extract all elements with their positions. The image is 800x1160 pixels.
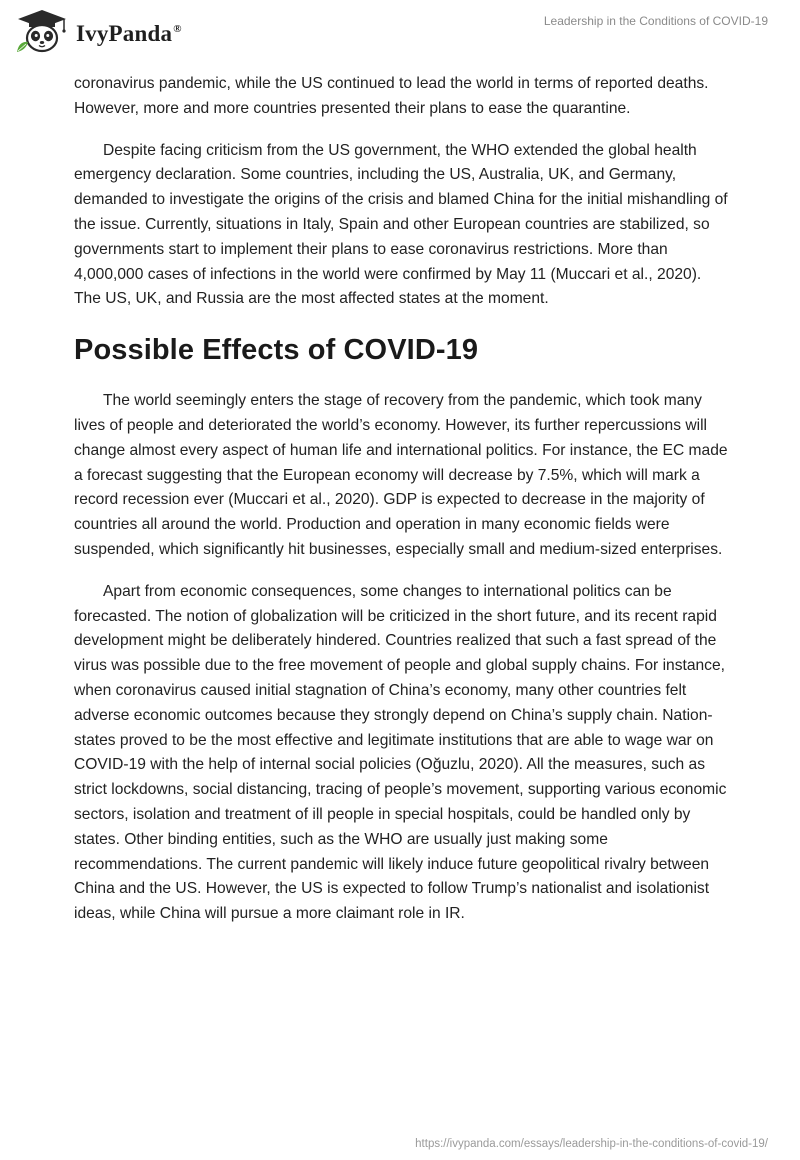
paragraph: coronavirus pandemic, while the US continued to lead the world in terms of reported deaths. However, more and more countries presented their plans to ease the quarantine. xyxy=(74,75,709,117)
panda-graduate-icon xyxy=(14,8,70,54)
ivypanda-logo[interactable] xyxy=(14,8,182,54)
paragraph: The world seemingly enters the stage of recovery from the pandemic, which took many lives of people and deteriorated the world’s economy. However, its further repercussions will change almost every aspect of human life and international politics. For instance, the EC made a forecast suggesting that the European economy will decrease by 7.5%, which will mark a record recession ever (Muccari et al., 2020). GDP is expected to decrease in the majority of countries all around the world. Production and operation in many economic fields were suspended, which significantly hit businesses, especially small and medium-sized enterprises. xyxy=(74,392,728,558)
section-heading: Possible Effects of COVID-19 xyxy=(74,334,479,367)
paragraph: Apart from economic consequences, some changes to international politics can be forecasted. The notion of globalization will be criticized in the short future, and its recent rapid development might be deliberately hindered. Countries realized that such a fast spread of the virus was possible due to the free movement of people and global supply chains. For instance, when coronavirus caused initial stagnation of China’s economy, many other countries felt adverse economic outcomes because they strongly depend on China’s supply chain. Nation-states proved to be the most effective and legitimate institutions that are able to wage war on COVID-19 with the help of internal social policies (Oğuzlu, 2020). All the measures, such as strict lockdowns, social distancing, tracing of people’s movement, supporting various economic sectors, isolation and treatment of ill people in special hospitals, could be handled only by states. Other binding entities, such as the WHO are usually just making some recommendations. The current pandemic will likely induce future geopolitical rivalry between China and the US. However, the US is expected to follow Trump’s nationalist and isolationist ideas, while China will pursue a more claimant role in IR. xyxy=(74,582,727,923)
source-url[interactable]: https://ivypanda.com/essays/leadership-in-the-conditions-of-covid-19/ xyxy=(415,1138,768,1150)
document-title: Leadership in the Conditions of COVID-19 xyxy=(543,14,768,28)
paragraph: Despite facing criticism from the US government, the WHO extended the global health emergency declaration. Some countries, including the US, Australia, UK, and Germany, demanded to investigate the origins of the crisis and blamed China for the initial mishandling of the issue. Currently, situations in Italy, Spain and other European countries are stabilized, so governments start to implement their plans to ease coronavirus restrictions. More than 4,000,000 cases of infections in the world were confirmed by May 11 (Muccari et al., 2020). The US, UK, and Russia are the most affected states at the moment. xyxy=(74,141,728,308)
page-header xyxy=(0,0,800,60)
essay-body xyxy=(74,72,730,944)
logo-text: IvyPanda® xyxy=(76,21,182,46)
registered-mark: ® xyxy=(173,23,182,36)
